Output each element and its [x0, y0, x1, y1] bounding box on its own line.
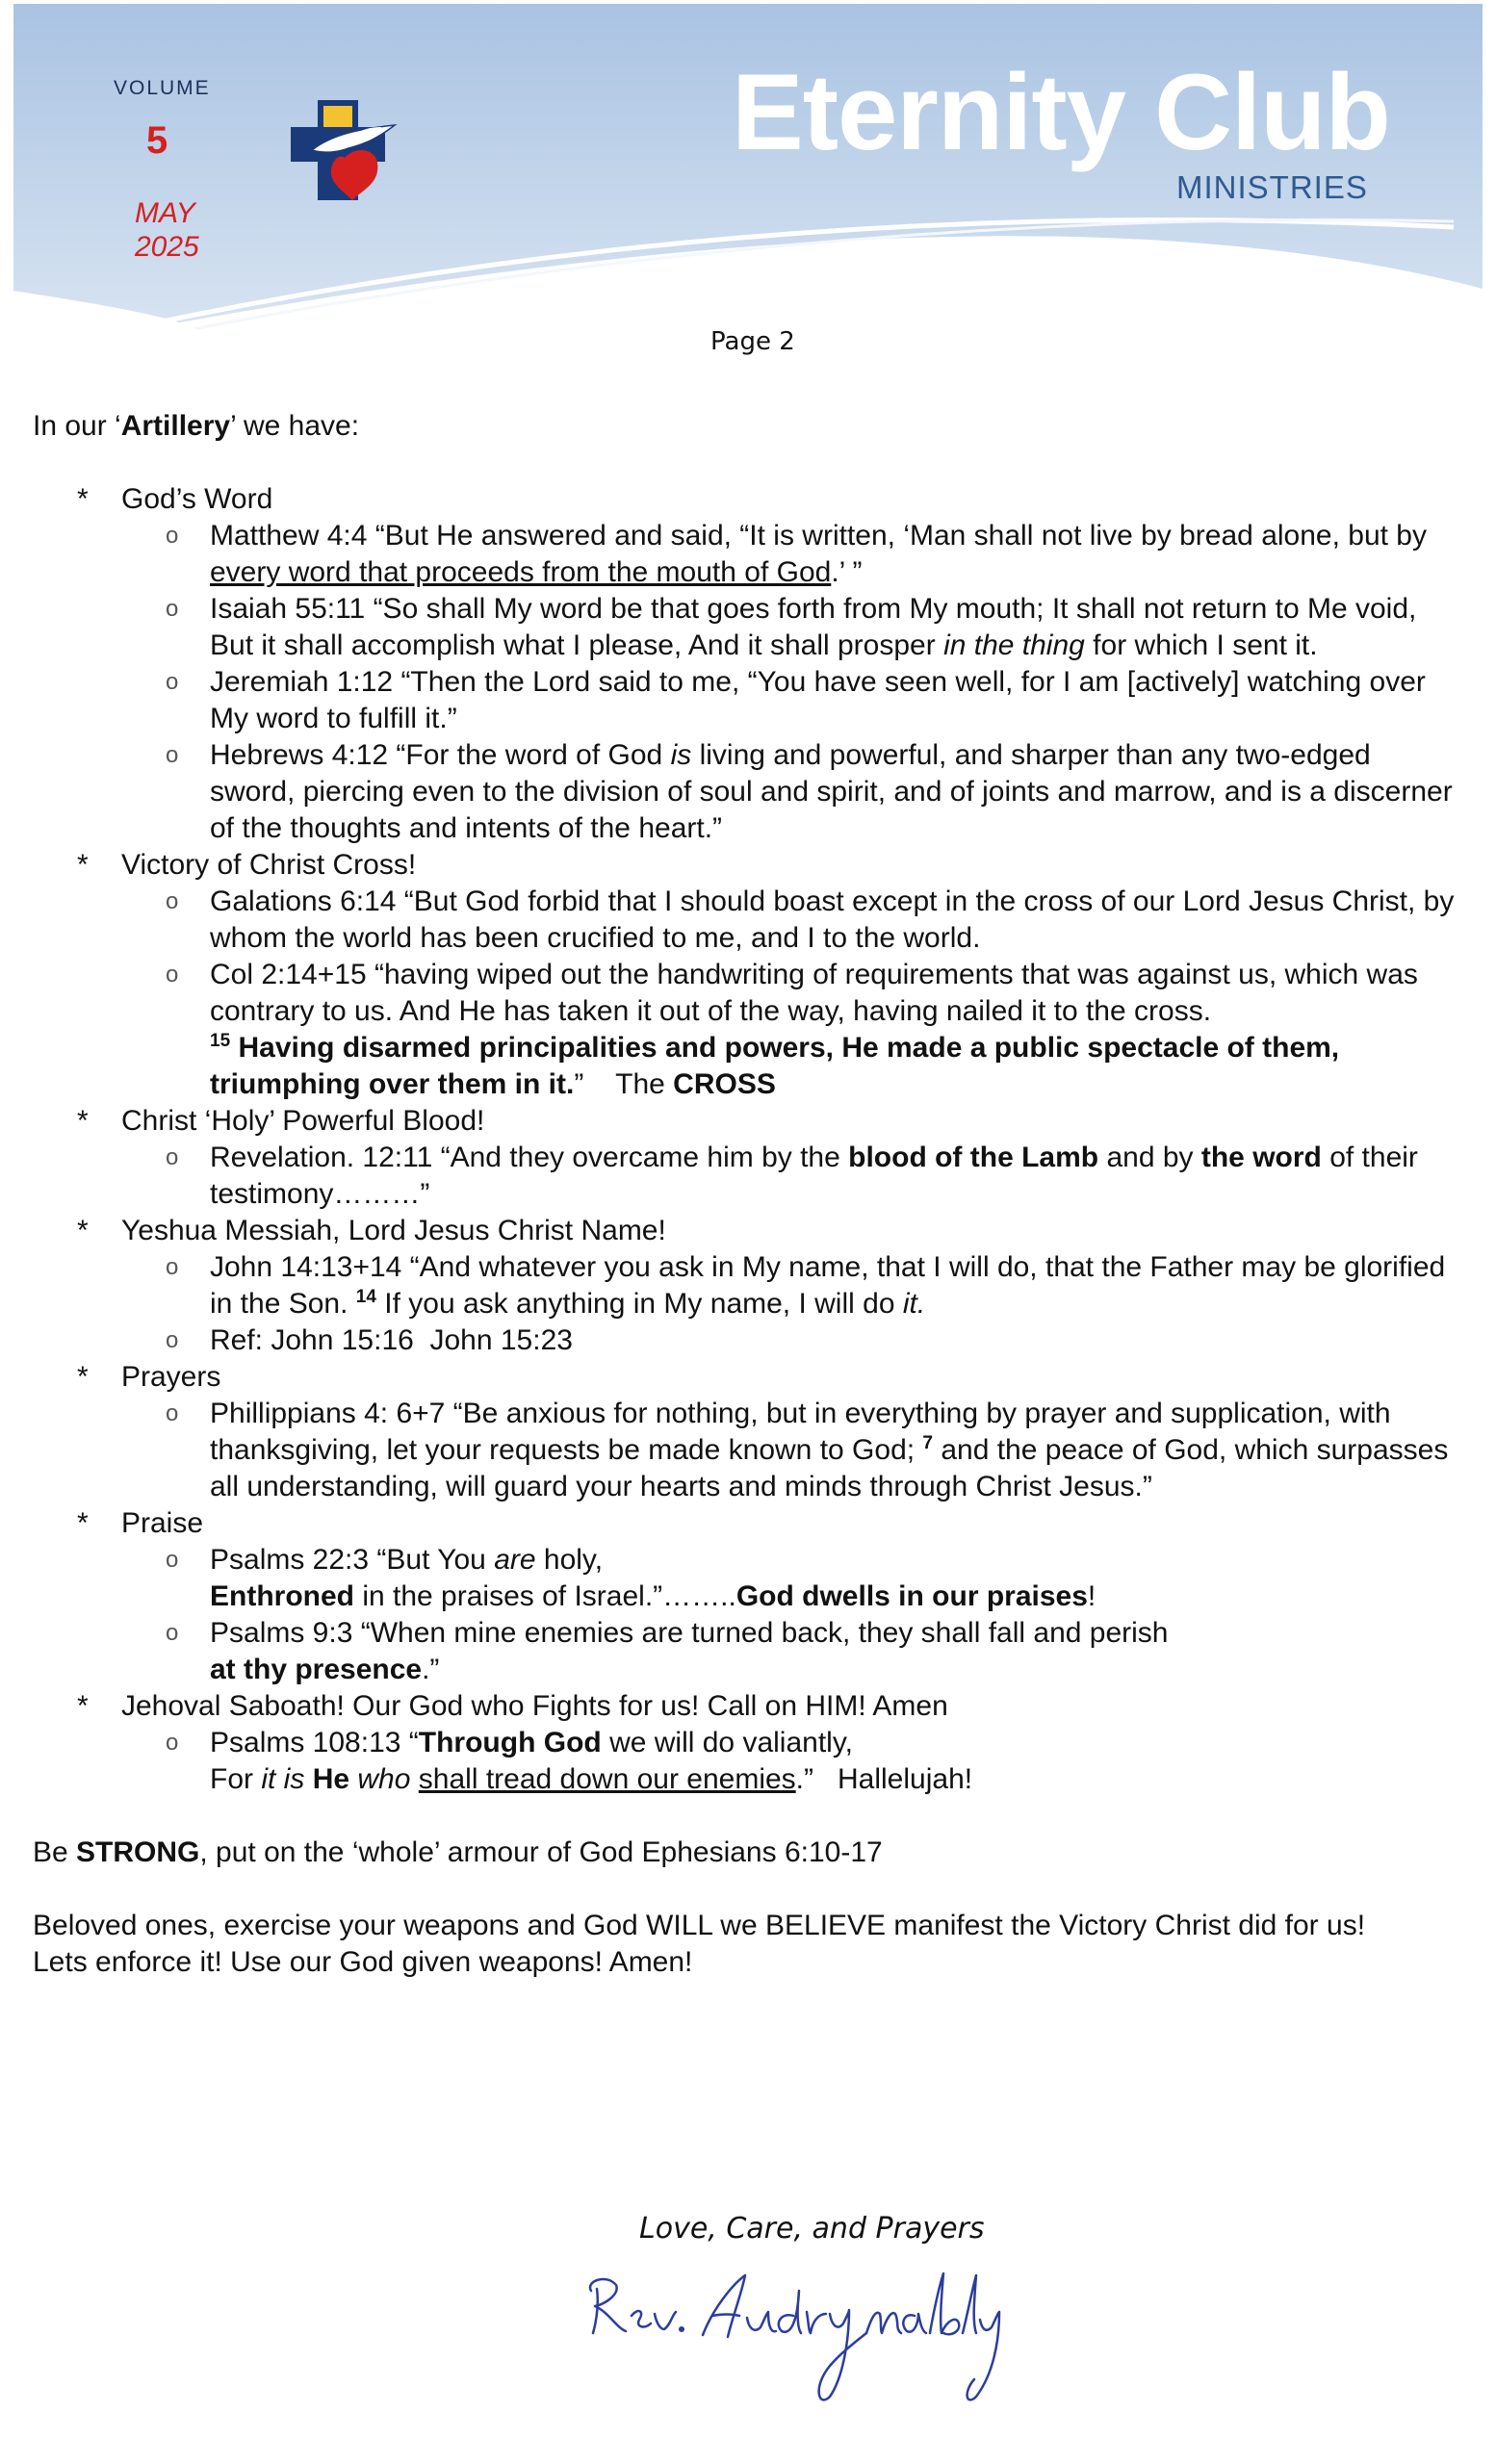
sub-item-revelation: o Revelation. 12:11 “And they overcame him by the blood of the Lamb and by the word of their testimony………”	[166, 1142, 1418, 1210]
ministry-logo-icon	[289, 96, 400, 207]
sub-list	[121, 518, 1457, 847]
closing-line: Love, Care, and Prayers	[639, 2212, 985, 2246]
sub-list	[121, 1249, 1457, 1359]
issue-month: MAY	[135, 197, 195, 229]
sub-item-colossians: o Col 2:14+15 “having wiped out the handwriting of requirements that was against us, which was contrary to us. And He has taken it out of the way, having nailed it to the cross. $^{15}$ Having disarmed principalities and powers, He made a public spectacle of them, triumphing over them in it.” The CROSS	[166, 959, 1418, 1100]
page-number: Page 2	[710, 327, 795, 356]
sub-list	[121, 1725, 1457, 1798]
bullet-circle-icon: o	[166, 1620, 179, 1646]
sub-list	[121, 884, 1457, 1103]
sub-item-psalm-108: o Psalms 108:13 “Through God we will do valiantly, For it is He who shall tread down our enemies.” Hallelujah!	[166, 1727, 973, 1795]
list-item	[33, 1688, 1457, 1798]
list-item	[33, 1505, 1457, 1688]
sub-item-hebrews: o Hebrews 4:12 “For the word of God is living and powerful, and sharper than any two-edged sword, piercing even to the division of soul and spirit, and of joints and marrow, and is a discerner of the thoughts and intents of the heart.”	[166, 739, 1453, 844]
bullet-circle-icon: o	[166, 1547, 179, 1573]
spacer	[33, 1798, 1457, 1835]
bullet-star-icon: *	[77, 1105, 89, 1137]
list-item-label: Jehoval Saboath! Our God who Fights for us! Call on HIM! Amen	[121, 1690, 948, 1722]
artillery-list	[33, 481, 1457, 1798]
spacer	[33, 1871, 1457, 1908]
bullet-star-icon: *	[77, 1507, 89, 1539]
beloved-paragraph: Beloved ones, exercise your weapons and God WILL we BELIEVE manifest the Victory Christ did for us! Lets enforce it! Use our God given weapons! Amen!	[33, 1910, 1366, 1978]
list-item-label: Christ ‘Holy’ Powerful Blood!	[121, 1105, 485, 1137]
bullet-circle-icon: o	[166, 1400, 179, 1426]
list-item	[33, 481, 1457, 847]
list-item-label: Praise	[121, 1507, 204, 1539]
list-item-label: God’s Word	[121, 483, 273, 515]
list-item	[33, 1359, 1457, 1505]
bullet-star-icon: *	[77, 1690, 89, 1722]
bullet-circle-icon: o	[166, 1730, 179, 1756]
bullet-circle-icon: o	[166, 1254, 179, 1280]
sub-item-john: o John 14:13+14 “And whatever you ask in My name, that I will do, that the Father may be glorified in the Son. $^{14}$ If you ask anything in My name, I will do it.	[166, 1251, 1446, 1320]
list-item-label: Prayers	[121, 1361, 221, 1393]
bullet-star-icon: *	[77, 849, 89, 881]
sub-list	[121, 1542, 1457, 1688]
sub-item-psalm-22: o Psalms 22:3 “But You are holy, Enthroned in the praises of Israel.”……..God dwells in our praises!	[166, 1544, 1096, 1612]
sub-item-galatians: o Galations 6:14 “But God forbid that I should boast except in the cross of our Lord Jesus Christ, by whom the world has been crucified to me, and I to the world.	[166, 886, 1455, 954]
sub-list	[121, 1396, 1457, 1505]
bullet-circle-icon: o	[166, 1144, 179, 1170]
header-banner	[0, 0, 1496, 366]
bullet-circle-icon: o	[166, 1327, 179, 1353]
sub-list	[121, 1140, 1457, 1213]
bullet-circle-icon: o	[166, 962, 179, 988]
bullet-star-icon: *	[77, 1361, 89, 1393]
bullet-circle-icon: o	[166, 888, 179, 914]
list-item	[33, 1213, 1457, 1359]
list-item	[33, 847, 1457, 1103]
strong-line: Be STRONG, put on the ‘whole’ armour of God Ephesians 6:10-17	[33, 1836, 883, 1868]
sub-item-psalm-9: o Psalms 9:3 “When mine enemies are turned back, they shall fall and perish at thy presence.”	[166, 1617, 1169, 1685]
bullet-circle-icon: o	[166, 523, 179, 549]
list-item-label: Yeshua Messiah, Lord Jesus Christ Name!	[121, 1215, 666, 1246]
bullet-star-icon: *	[77, 1215, 89, 1246]
bullet-circle-icon: o	[166, 669, 179, 695]
volume-number: 5	[146, 119, 168, 162]
sub-item-philippians: o Phillippians 4: 6+7 “Be anxious for nothing, but in everything by prayer and supplication, with thanksgiving, let your requests be made known to God; $^7$ and the peace of God, which surpasses all understanding, will guard your hearts and minds through Christ Jesus.”	[166, 1398, 1449, 1502]
bullet-circle-icon: o	[166, 742, 179, 768]
intro-line: In our ‘Artillery’ we have:	[33, 410, 360, 442]
sub-item-matthew: o Matthew 4:4 “But He answered and said, “It is written, ‘Man shall not live by bread alone, but by every word that proceeds from the mouth of God.’ ”	[166, 520, 1427, 588]
sub-item-jeremiah: o Jeremiah 1:12 “Then the Lord said to me, “You have seen well, for I am [actively] watching over My word to fulfill it.”	[166, 666, 1426, 734]
sub-item-ref: o Ref: John 15:16 John 15:23	[121, 1322, 1457, 1359]
article-body	[33, 408, 1457, 1981]
list-item	[33, 1103, 1457, 1213]
list-item-label: Victory of Christ Cross!	[121, 849, 417, 881]
club-subtitle: MINISTRIES	[1176, 169, 1368, 205]
bullet-star-icon: *	[77, 483, 89, 515]
volume-label: VOLUME	[114, 77, 211, 99]
sub-item-isaiah: o Isaiah 55:11 “So shall My word be that goes forth from My mouth; It shall not return to Me void, But it shall accomplish what I please, And it shall prosper in the thing for which I sent it.	[166, 593, 1417, 661]
signature-image	[578, 2252, 1020, 2416]
issue-year: 2025	[135, 231, 199, 263]
club-title: Eternity Club	[732, 52, 1390, 172]
bullet-circle-icon: o	[166, 596, 179, 622]
